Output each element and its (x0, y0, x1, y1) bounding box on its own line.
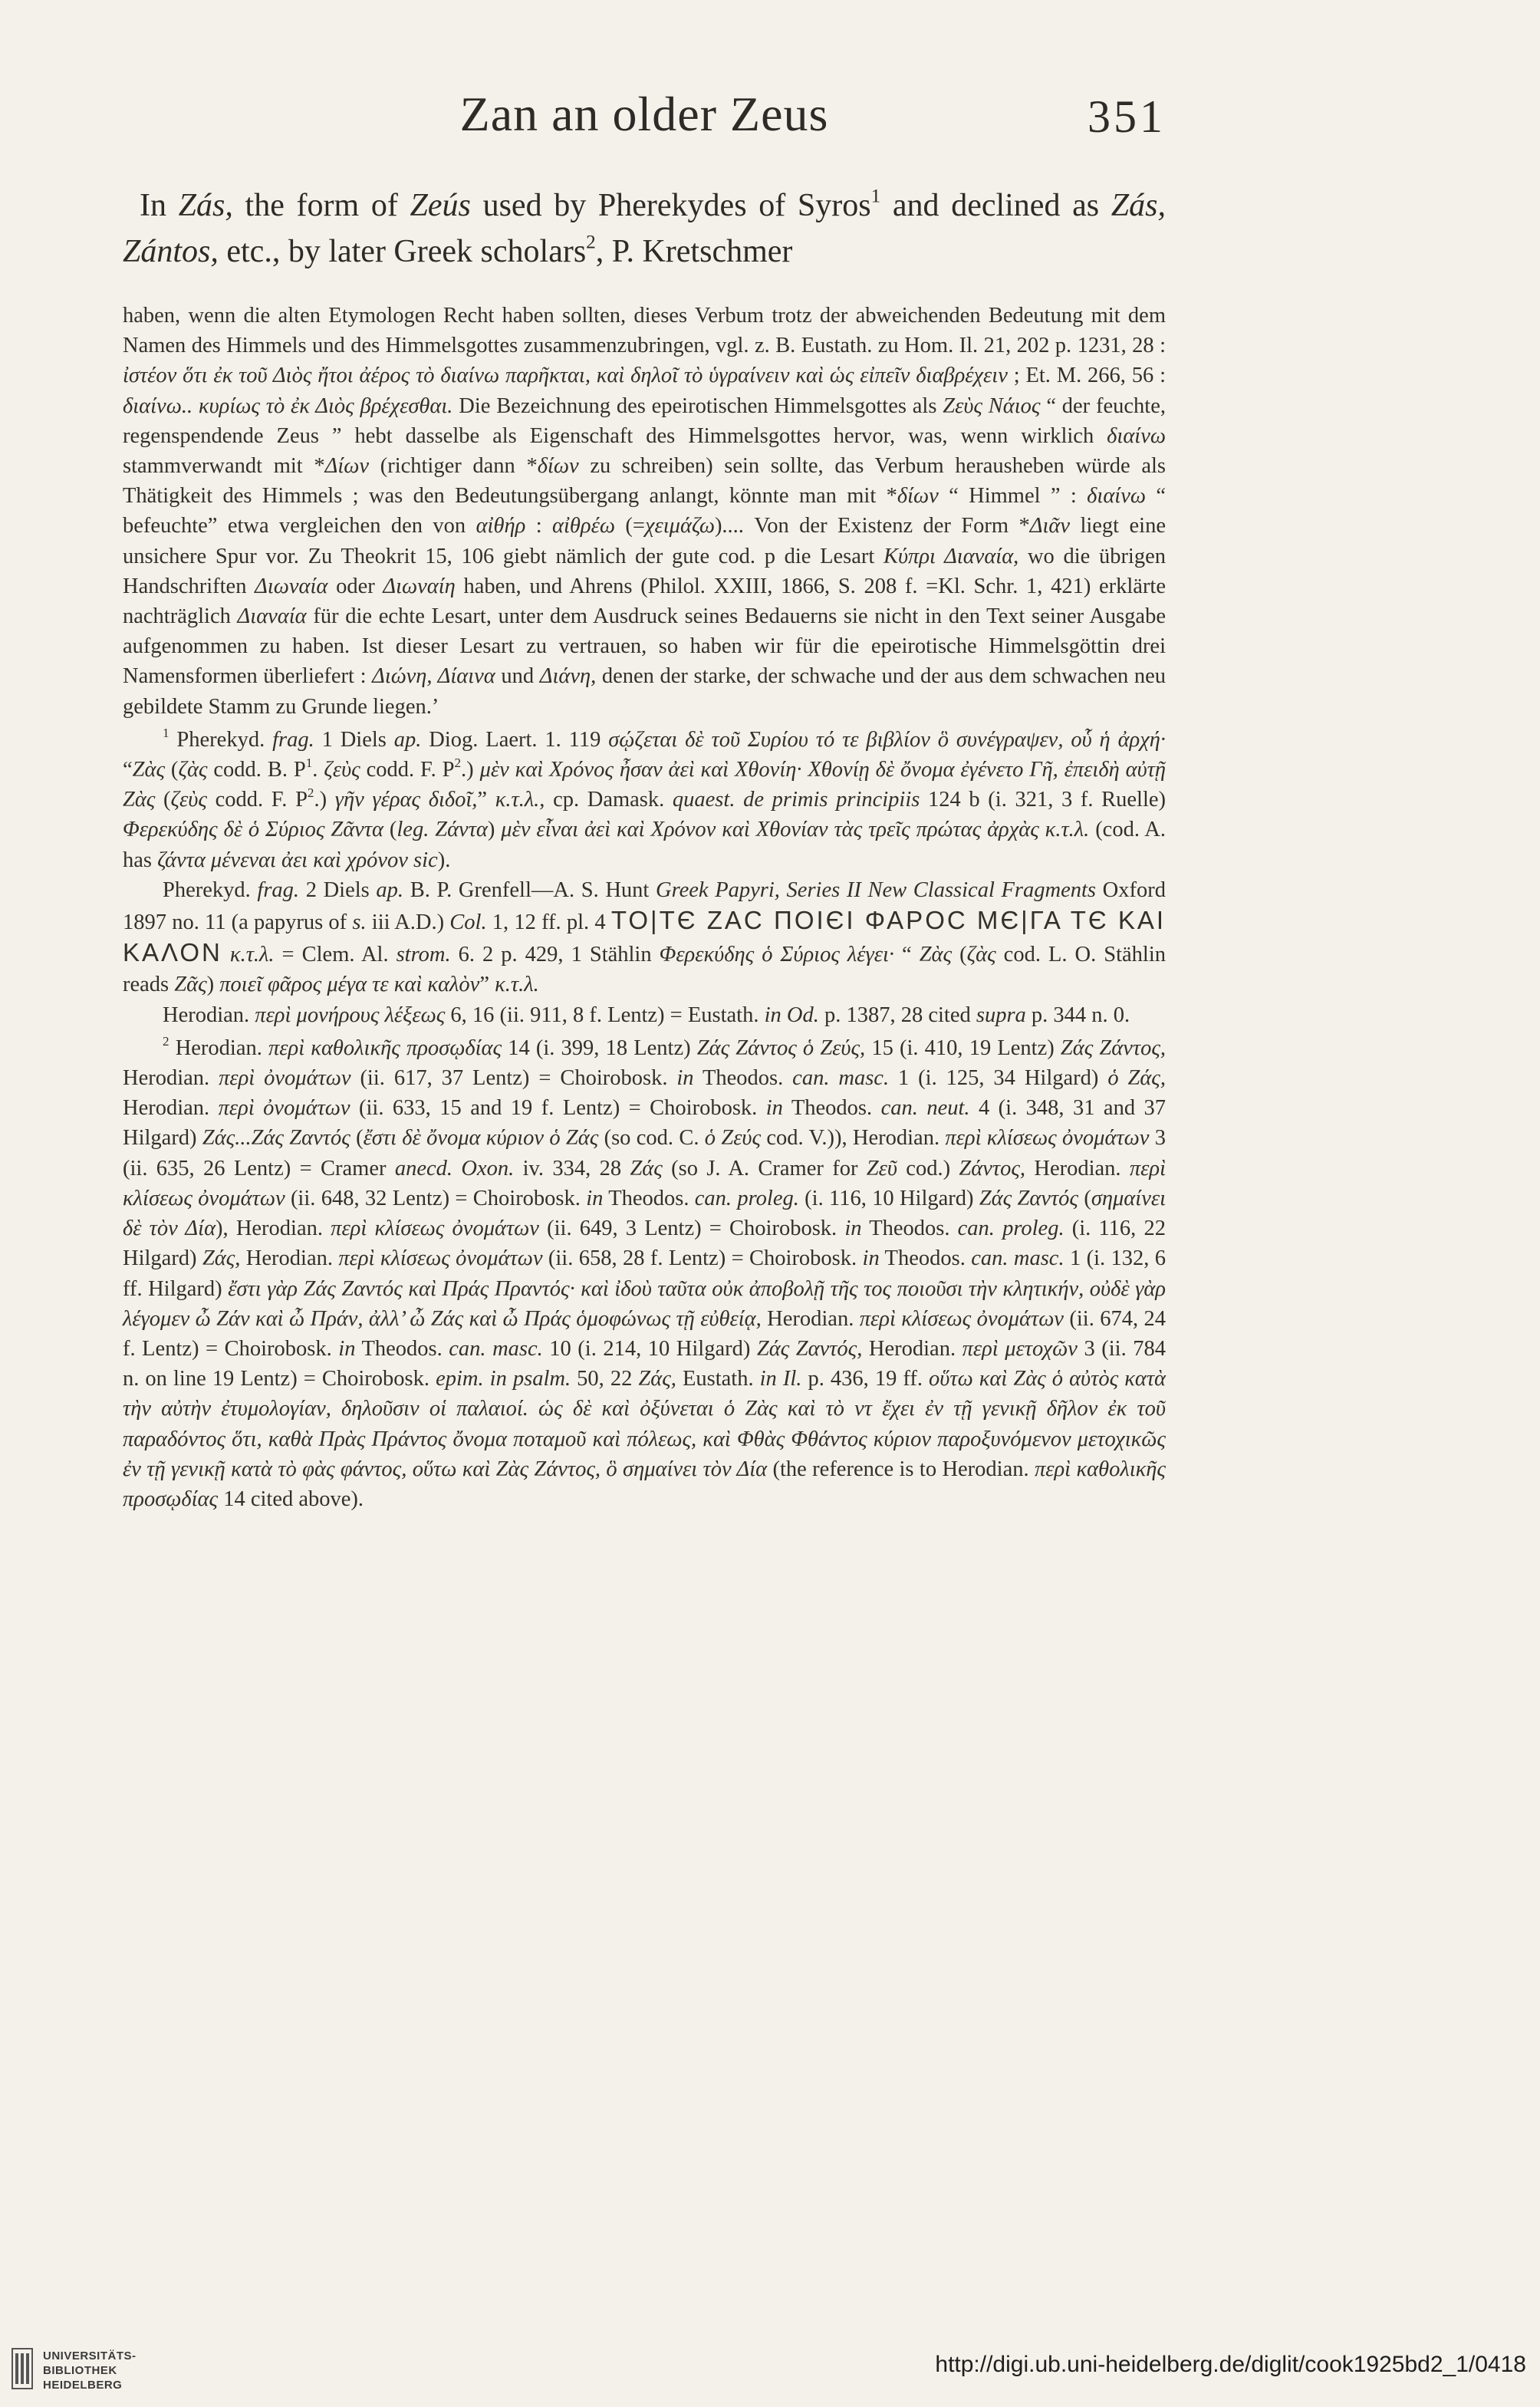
quotation-continuation: haben, wenn die alten Etymologen Recht haben sollten, dieses Verbum trotz der abweichenden Bedeutung mit dem Namen des Himmels und des Himmelsgottes zusammenzubringen, vgl. z. B. Eustath. zu Hom. Il. 21, 202 p. 1231, 28 : ἰστέον ὅτι ἐκ τοῦ Διὸς ἤτοι ἀέρος τὸ διαίνω παρῆκται, καὶ δηλοῖ τὸ ὑγραίνειν καὶ ὡς εἰπεῖν διαβρέχειν ; Et. M. 266, 56 : διαίνω.. κυρίως τὸ ἐκ Διὸς βρέχεσθαι. Die Bezeichnung des epeirotischen Himmelsgottes als Ζεὺς Νάιος “ der feuchte, regenspendende Zeus ” hebt dasselbe als Eigenschaft des Himmelsgottes hervor, was, wenn wirklich διαίνω stammverwandt mit *Δίων (richtiger dann *δίων zu schreiben) sein sollte, das Verbum herausheben würde als Thätigkeit des Himmels ; was den Bedeutungsübergang anlangt, könnte man mit *δίων “ Himmel ” : διαίνω “ befeuchte” etwa vergleichen den von αἰθήρ : αἰθρέω (=χειμάζω).... Von der Existenz der Form *Διᾶν liegt eine unsichere Spur vor. Zu Theokrit 15, 106 giebt nämlich der gute cod. p die Lesart Κύπρι Διαναία, wo die übrigen Handschriften Διωναία oder Διωναίη haben, und Ahrens (Philol. XXIII, 1866, S. 208 f. =Kl. Schr. 1, 421) erklärte nachträglich Διαναία für die echte Lesart, unter dem Ausdruck seines Bedauerns sie nicht in den Text seiner Ausgabe aufgenommen zu haben. Ist dieser Lesart zu vertrauen, so haben wir für die epeirotische Himmelsgöttin drei Namensformen überliefert : Διώνη, Δίαινα und Διάνη, denen der starke, der schwache und der aus dem schwachen neu gebildete Stamm zu Grunde liegen.’ (123, 304, 1167, 719)
footnote-2: $^2$ Herodian. περὶ καθολικῆς προσῳδίας 14 (i. 399, 18 Lentz) Ζάς Ζάντος ὁ Ζεύς, 15 (i. 410, 19 Lentz) Ζάς Ζάντος, Herodian. περὶ ὀνομάτων (ii. 617, 37 Lentz) = Choirobosk. in Theodos. can. masc. 1 (i. 125, 34 Hilgard) ὁ Ζάς, Herodian. περὶ ὀνομάτων (ii. 633, 15 and 19 f. Lentz) = Choirobosk. in Theodos. can. neut. 4 (i. 348, 31 and 37 Hilgard) Ζάς...Ζάς Ζαντός (ἔστι δὲ ὄνομα κύριον ὁ Ζάς (so cod. C. ὁ Ζεύς cod. V.)), Herodian. περὶ κλίσεως ὀνομάτων 3 (ii. 635, 26 Lentz) = Cramer anecd. Oxon. iv. 334, 28 Ζάς (so J. A. Cramer for Ζεῦ cod.) Ζάντος, Herodian. περὶ κλίσεως ὀνομάτων (ii. 648, 32 Lentz) = Choirobosk. in Theodos. can. proleg. (i. 116, 10 Hilgard) Ζάς Ζαντός (σημαίνει δὲ τὸν Δία), Herodian. περὶ κλίσεως ὀνομάτων (ii. 649, 3 Lentz) = Choirobosk. in Theodos. can. proleg. (i. 116, 22 Hilgard) Ζάς, Herodian. περὶ κλίσεως ὀνομάτων (ii. 658, 28 f. Lentz) = Choirobosk. in Theodos. can. masc. 1 (i. 132, 6 ff. Hilgard) ἔστι γὰρ Ζάς Ζαντός καὶ Πράς Πραντός· καὶ ἰδοὺ ταῦτα οὐκ ἀποβολῇ τῆς τος ποιοῦσι τὴν κλητικήν, οὐδὲ γὰρ λέγομεν ὦ Ζάν καὶ ὦ Πράν, ἀλλ’ ὦ Ζάς καὶ ὦ Πράς ὁμοφώνως τῇ εὐθείᾳ, Herodian. περὶ κλίσεως ὀνομάτων (ii. 674, 24 f. Lentz) = Choirobosk. in Theodos. can. masc. 10 (i. 214, 10 Hilgard) Ζάς Ζαντός, Herodian. περὶ μετοχῶν 3 (ii. 784 n. on line 19 Lentz) = Choirobosk. epim. in psalm. 50, 22 Ζάς, Eustath. in Il. p. 436, 19 ff. οὕτω καὶ Ζὰς ὁ αὐτὸς κατὰ τὴν αὐτὴν ἐτυμολογίαν, δηλοῦσιν οἱ παλαιοί. ὡς δὲ καὶ ὀξύνεται ὁ Ζὰς καὶ τὸ ντ ἔχει ἐν τῇ γενικῇ δῆλον ἐκ τοῦ παραδόντος ὅτι, καθὰ Πρὰς Πράντος ὄνομα ποταμοῦ καὶ πόλεως, καὶ Φθὰς Φθάντος κύριον παροξυνόμενον μετοχικῶς ἐν τῇ γενικῇ κατὰ τὸ φὰς φάντος, οὕτω καὶ Ζὰς Ζάντος, ὃ σημαίνει τὸν Δία (the reference is to Herodian. περὶ καθολικῆς προσῳδίας 14 cited above). (123, 1033, 1167, 1511)
intro-paragraph (123, 183, 1166, 275)
library-logo-icon (11, 2346, 34, 2392)
footnote-1-papyrus: Pherekyd. frag. 2 Diels ap. B. P. Grenfell—A. S. Hunt Greek Papyri, Series II New Classical Fragments Oxford 1897 no. 11 (a papyrus of s. iii A.D.) Col. 1, 12 ff. pl. 4 ΤΟ|ΤЄ ΖΑϹ ΠΟΙЄΙ ΦΑΡΟϹ ΜЄ|ΓΑ ΤЄ ΚΑΙ ΚΑΛΟΝ κ.τ.λ. = Clem. Al. strom. 6. 2 p. 429, 1 Stählin Φερεκύδης ὁ Σύριος λέγει· “ Ζὰς (ζὰς cod. L. O. Stählin reads Ζᾶς) ποιεῖ φᾶρος μέγα τε καὶ καλὸν” κ.τ.λ. (123, 878, 1167, 997)
source-url-link[interactable]: http://digi.ub.uni-heidelberg.de/diglit/cook1925bd2_1/0418 (935, 2352, 1526, 2377)
intro-text: In Zás, the form of Zeús used by Pherekydes of Syros$^1$ and declined as Zás, Zántos, etc., by later Greek scholars$^2$, P. Kretschmer (123, 186, 1166, 269)
page-number: 351 (1088, 91, 1166, 142)
library-name-line: UNIVERSITÄTS- (43, 2349, 137, 2363)
library-name-line: BIBLIOTHEK (43, 2364, 117, 2377)
library-name (43, 2349, 137, 2392)
footnote-1: $^1$ Pherekyd. frag. 1 Diels ap. Diog. Laert. 1. 119 σῴζεται δὲ τοῦ Συρίου τό τε βιβλίον ὃ συνέγραψεν, οὗ ἡ ἀρχή· “Ζὰς (ζὰς codd. B. $P^1$. ζεὺς codd. F. $P^2$.) μὲν καὶ Χρόνος ἦσαν ἀεὶ καὶ Χθονίη· Χθονίῃ δὲ ὄνομα ἐγένετο Γῆ, ἐπειδὴ αὐτῇ Ζὰς (ζεὺς codd. F. $P^2$.) γῆν γέρας διδοῖ,” κ.τ.λ., cp. Damask. quaest. de primis principiis 124 b (i. 321, 3 f. Ruelle) Φερεκύδης δὲ ὁ Σύριος Ζᾶντα (leg. Ζάντα) μὲν εἶναι ἀεὶ καὶ Χρόνον καὶ Χθονίαν τὰς τρεῖς πρώτας ἀρχὰς κ.τ.λ. (cod. A. has ζάντα μένεναι ἀει καὶ χρόνον sic). (123, 725, 1167, 872)
footnotes-block (123, 301, 1166, 1514)
library-name-line: HEIDELBERG (43, 2379, 123, 2392)
running-title: Zan an older Zeus (459, 87, 829, 141)
footnote-1-herodian: Herodian. περὶ μονήρους λέξεως 6, 16 (ii. 911, 8 f. Lentz) = Eustath. in Od. p. 1387, 28 cited supra p. 344 n. 0. (163, 1003, 1130, 1027)
